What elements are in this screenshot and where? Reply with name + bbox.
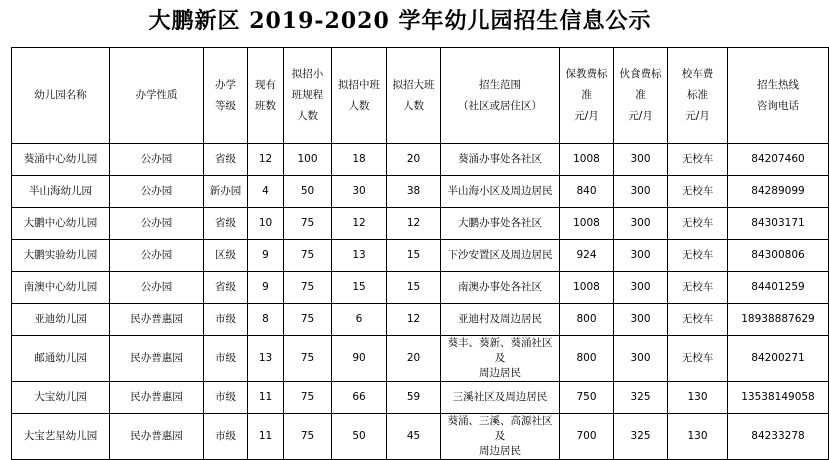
scope-line: 葵涌办事处各社区 [458,153,542,165]
scope-line: 三溪社区及周边居民 [452,391,548,403]
cell-large-class: 12 [387,304,441,336]
header-text: 保教费标 [565,68,608,80]
cell-bus-fee: 无校车 [668,240,728,272]
cell-meal-fee: 325 [614,382,668,414]
cell-small-class: 75 [284,240,332,272]
header-text: 拟招中班 [338,78,380,91]
cell-tuition: 800 [560,304,614,336]
header-text: 标准 [687,89,708,101]
header-text: 拟招小 [291,68,324,80]
cell-large-class: 15 [387,240,441,272]
scope-line: 周边居民 [479,367,521,379]
cell-phone: 84207460 [728,144,829,176]
scope-line: 大鹏办事处各社区 [458,217,542,229]
cell-name: 邮通幼儿园 [12,336,110,382]
cell-classes: 11 [248,414,284,460]
cell-phone: 18938887629 [728,304,829,336]
cell-small-class: 75 [284,336,332,382]
cell-name: 大鹏中心幼儿园 [12,208,110,240]
cell-nature: 公办园 [110,240,204,272]
cell-classes: 9 [248,272,284,304]
cell-nature: 民办普惠园 [110,336,204,382]
cell-classes: 8 [248,304,284,336]
header-meal-fee [614,48,668,144]
cell-small-class: 75 [284,414,332,460]
scope-line: 半山海小区及周边居民 [447,185,553,197]
cell-meal-fee: 300 [614,272,668,304]
cell-bus-fee: 无校车 [668,176,728,208]
cell-nature: 公办园 [110,208,204,240]
scope-line: 葵涌、三溪、高源社区及 [447,415,553,442]
table-row [12,382,829,414]
cell-tuition: 1008 [560,272,614,304]
cell-phone: 84289099 [728,176,829,208]
cell-middle-class: 66 [332,382,387,414]
header-text: 元/月 [628,110,653,122]
scope-line: 下沙安置区及周边居民 [447,249,553,261]
header-text: 班规程 [291,89,324,101]
cell-small-class: 50 [284,176,332,208]
cell-classes: 9 [248,240,284,272]
cell-middle-class: 90 [332,336,387,382]
table-row [12,176,829,208]
cell-scope [441,240,560,272]
cell-meal-fee: 300 [614,144,668,176]
header-text: （社区或居住区） [458,99,542,112]
cell-middle-class: 18 [332,144,387,176]
cell-name: 大宝幼儿园 [12,382,110,414]
table-row [12,414,829,460]
header-text: 等级 [215,99,236,112]
cell-meal-fee: 325 [614,414,668,460]
header-text: 人数 [297,110,318,122]
cell-phone: 84300806 [728,240,829,272]
table-header-row [12,48,829,144]
header-tuition-fee [560,48,614,144]
cell-scope [441,272,560,304]
cell-small-class: 75 [284,208,332,240]
header-bus-fee [668,48,728,144]
cell-small-class: 75 [284,272,332,304]
cell-nature: 民办普惠园 [110,414,204,460]
cell-tuition: 1008 [560,144,614,176]
cell-nature: 公办园 [110,144,204,176]
header-planned-middle [332,48,387,144]
cell-meal-fee: 300 [614,240,668,272]
cell-name: 亚迪幼儿园 [12,304,110,336]
cell-large-class: 45 [387,414,441,460]
table-row [12,208,829,240]
header-text: 校车费 [681,68,714,80]
cell-name: 半山海幼儿园 [12,176,110,208]
cell-name: 南澳中心幼儿园 [12,272,110,304]
header-text: 拟招大班 [392,78,435,91]
cell-phone: 13538149058 [728,382,829,414]
header-text: 准 [581,89,592,101]
cell-bus-fee: 130 [668,382,728,414]
cell-bus-fee: 130 [668,414,728,460]
cell-name: 大宝艺星幼儿园 [12,414,110,460]
cell-middle-class: 6 [332,304,387,336]
header-school-level [204,48,248,144]
cell-large-class: 38 [387,176,441,208]
cell-scope [441,414,560,460]
cell-large-class: 59 [387,382,441,414]
table-row [12,336,829,382]
header-planned-large [387,48,441,144]
cell-small-class: 100 [284,144,332,176]
cell-phone: 84303171 [728,208,829,240]
scope-line: 南澳办事处各社区 [458,281,542,293]
header-text: 人数 [403,99,424,112]
cell-scope [441,382,560,414]
cell-level: 市级 [204,304,248,336]
header-text: 咨询电话 [757,99,799,112]
cell-meal-fee: 300 [614,176,668,208]
cell-scope [441,336,560,382]
cell-middle-class: 13 [332,240,387,272]
header-planned-small [284,48,332,144]
scope-line: 葵丰、葵新、葵涌社区及 [447,337,553,364]
cell-level: 新办园 [204,176,248,208]
table-row [12,272,829,304]
cell-level: 省级 [204,272,248,304]
cell-name: 大鹏实验幼儿园 [12,240,110,272]
cell-scope [441,208,560,240]
header-text: 现有 [255,78,276,91]
cell-bus-fee: 无校车 [668,336,728,382]
cell-tuition: 840 [560,176,614,208]
header-text: 班数 [255,99,276,112]
cell-scope [441,176,560,208]
cell-level: 省级 [204,208,248,240]
cell-level: 区级 [204,240,248,272]
header-text: 伙食费标 [619,68,662,80]
cell-bus-fee: 无校车 [668,272,728,304]
header-hotline [728,48,829,144]
header-text: 幼儿园名称 [34,89,87,101]
cell-level: 省级 [204,144,248,176]
header-current-classes [248,48,284,144]
cell-phone: 84200271 [728,336,829,382]
header-text: 元/月 [574,110,599,122]
cell-classes: 4 [248,176,284,208]
cell-level: 市级 [204,336,248,382]
header-enrollment-scope [441,48,560,144]
header-text: 元/月 [685,110,710,122]
header-text: 人数 [348,99,370,112]
cell-scope [441,144,560,176]
cell-middle-class: 30 [332,176,387,208]
cell-large-class: 20 [387,336,441,382]
cell-scope [441,304,560,336]
scope-line: 亚迪村及周边居民 [458,313,542,325]
table-row [12,304,829,336]
cell-nature: 公办园 [110,176,204,208]
cell-meal-fee: 300 [614,304,668,336]
cell-nature: 民办普惠园 [110,304,204,336]
cell-phone: 84401259 [728,272,829,304]
cell-middle-class: 12 [332,208,387,240]
cell-classes: 11 [248,382,284,414]
header-text: 招生热线 [757,78,799,91]
cell-middle-class: 50 [332,414,387,460]
table-body [12,144,829,460]
cell-classes: 13 [248,336,284,382]
cell-level: 市级 [204,382,248,414]
header-text: 办学性质 [135,89,178,101]
cell-small-class: 75 [284,382,332,414]
cell-name: 葵涌中心幼儿园 [12,144,110,176]
cell-nature: 公办园 [110,272,204,304]
cell-meal-fee: 300 [614,336,668,382]
cell-bus-fee: 无校车 [668,208,728,240]
cell-middle-class: 15 [332,272,387,304]
cell-classes: 12 [248,144,284,176]
cell-nature: 民办普惠园 [110,382,204,414]
page-title: 大鹏新区 2019-2020 学年幼儿园招生信息公示 [148,8,652,34]
kindergarten-table [11,47,829,460]
header-kindergarten-name [12,48,110,144]
cell-large-class: 15 [387,272,441,304]
cell-tuition: 750 [560,382,614,414]
header-text: 办学 [215,78,236,91]
table-row [12,144,829,176]
cell-level: 市级 [204,414,248,460]
header-text: 准 [635,89,646,101]
cell-bus-fee: 无校车 [668,144,728,176]
cell-bus-fee: 无校车 [668,304,728,336]
table-row [12,240,829,272]
cell-tuition: 800 [560,336,614,382]
scope-line: 周边居民 [479,445,521,457]
cell-phone: 84233278 [728,414,829,460]
cell-tuition: 924 [560,240,614,272]
cell-small-class: 75 [284,304,332,336]
cell-large-class: 20 [387,144,441,176]
cell-large-class: 12 [387,208,441,240]
cell-tuition: 700 [560,414,614,460]
cell-classes: 10 [248,208,284,240]
header-school-nature [110,48,204,144]
cell-meal-fee: 300 [614,208,668,240]
cell-tuition: 1008 [560,208,614,240]
header-text: 招生范围 [479,78,521,91]
